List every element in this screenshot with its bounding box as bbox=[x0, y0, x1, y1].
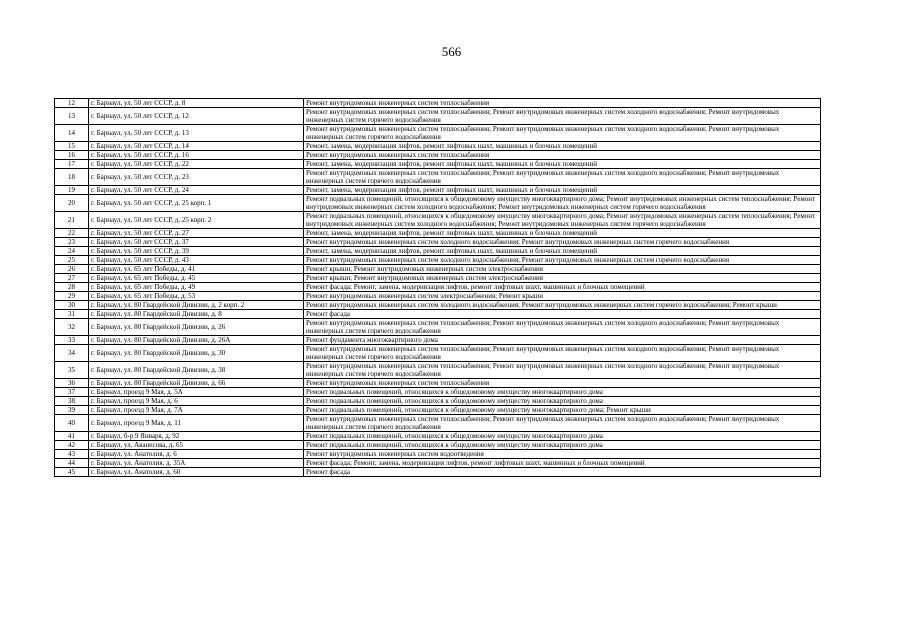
table-row bbox=[55, 99, 821, 108]
address-cell: г. Барнаул, ул. 50 лет СССР, д. 25 корп. 2 bbox=[89, 212, 304, 229]
address-cell: г. Барнаул, проезд 9 Мая, д. 5А bbox=[89, 388, 304, 397]
works-cell: Ремонт подвальных помещений, относящихся к общедомовому имуществу многоквартирного дома bbox=[304, 432, 821, 441]
table-row bbox=[55, 151, 821, 160]
table-row bbox=[55, 212, 821, 229]
address-cell: г. Барнаул, проезд 9 Мая, д. 7А bbox=[89, 406, 304, 415]
address-cell: г. Барнаул, ул. 65 лет Победы, д. 41 bbox=[89, 265, 304, 274]
address-cell: г. Барнаул, ул. 50 лет СССР, д. 8 bbox=[89, 99, 304, 108]
row-number-cell: 32 bbox=[55, 319, 89, 336]
address-cell: г. Барнаул, ул. 50 лет СССР, д. 22 bbox=[89, 160, 304, 169]
row-number-cell: 35 bbox=[55, 362, 89, 379]
row-number-cell: 30 bbox=[55, 301, 89, 310]
works-cell: Ремонт, замена, модернизация лифтов, ремонт лифтовых шахт, машинных и блочных помещений bbox=[304, 229, 821, 238]
address-cell: г. Барнаул, ул. Анатолия, д. 6 bbox=[89, 450, 304, 459]
address-cell: г. Барнаул, ул. 80 Гвардейской Дивизии, д. 26А bbox=[89, 336, 304, 345]
row-number-cell: 41 bbox=[55, 432, 89, 441]
row-number-cell: 43 bbox=[55, 450, 89, 459]
address-cell: г. Барнаул, ул. 50 лет СССР, д. 25 корп. 1 bbox=[89, 195, 304, 212]
table-row bbox=[55, 238, 821, 247]
row-number-cell: 26 bbox=[55, 265, 89, 274]
row-number-cell: 13 bbox=[55, 108, 89, 125]
address-cell: г. Барнаул, ул. 65 лет Победы, д. 45 bbox=[89, 274, 304, 283]
works-cell: Ремонт внутридомовых инженерных систем электроснабжения; Ремонт крыши bbox=[304, 292, 821, 301]
works-cell: Ремонт крыши; Ремонт внутридомовых инженерных систем электроснабжения bbox=[304, 274, 821, 283]
address-cell: г. Барнаул, ул. 50 лет СССР, д. 13 bbox=[89, 125, 304, 142]
works-cell: Ремонт внутридомовых инженерных систем теплоснабжения bbox=[304, 379, 821, 388]
works-cell: Ремонт внутридомовых инженерных систем холодного водоснабжения; Ремонт внутридомовых инженерных систем горячего водоснабжения; Ремонт крыши bbox=[304, 301, 821, 310]
row-number-cell: 19 bbox=[55, 186, 89, 195]
row-number-cell: 33 bbox=[55, 336, 89, 345]
table-row bbox=[55, 283, 821, 292]
table-row bbox=[55, 415, 821, 432]
works-cell: Ремонт фасада bbox=[304, 468, 821, 477]
works-cell: Ремонт внутридомовых инженерных систем теплоснабжения bbox=[304, 151, 821, 160]
works-cell: Ремонт подвальных помещений, относящихся к общедомовому имуществу многоквартирного дома; Ремонт крыши bbox=[304, 406, 821, 415]
row-number-cell: 42 bbox=[55, 441, 89, 450]
row-number-cell: 44 bbox=[55, 459, 89, 468]
table-row bbox=[55, 125, 821, 142]
address-cell: г. Барнаул, ул. 50 лет СССР, д. 12 bbox=[89, 108, 304, 125]
works-cell: Ремонт внутридомовых инженерных систем теплоснабжения; Ремонт внутридомовых инженерных систем холодного водоснабжения; Ремонт внутридомовых инженерных систем горячего водоснабжения bbox=[304, 125, 821, 142]
address-cell: г. Барнаул, ул. 80 Гвардейской Дивизии, д. 2 корп. 2 bbox=[89, 301, 304, 310]
address-cell: г. Барнаул, ул. 50 лет СССР, д. 16 bbox=[89, 151, 304, 160]
address-cell: г. Барнаул, ул. Анатолия, д. 60 bbox=[89, 468, 304, 477]
address-cell: г. Барнаул, ул. 80 Гвардейской Дивизии, д. 38 bbox=[89, 362, 304, 379]
address-cell: г. Барнаул, б-р 9 Января, д. 92 bbox=[89, 432, 304, 441]
address-cell: г. Барнаул, ул. 65 лет Победы, д. 53 bbox=[89, 292, 304, 301]
address-cell: г. Барнаул, ул. 80 Гвардейской Дивизии, д. 66 bbox=[89, 379, 304, 388]
works-cell: Ремонт внутридомовых инженерных систем теплоснабжения; Ремонт внутридомовых инженерных систем холодного водоснабжения; Ремонт внутридомовых инженерных систем горячего водоснабжения bbox=[304, 108, 821, 125]
row-number-cell: 38 bbox=[55, 397, 89, 406]
address-cell: г. Барнаул, проезд 9 Мая, д. 6 bbox=[89, 397, 304, 406]
table-row bbox=[55, 336, 821, 345]
address-cell: г. Барнаул, ул. 50 лет СССР, д. 23 bbox=[89, 169, 304, 186]
repair-register-table bbox=[54, 98, 821, 477]
row-number-cell: 15 bbox=[55, 142, 89, 151]
address-cell: г. Барнаул, ул. 50 лет СССР, д. 43 bbox=[89, 256, 304, 265]
address-cell: г. Барнаул, ул. 50 лет СССР, д. 27 bbox=[89, 229, 304, 238]
table-body bbox=[55, 99, 821, 477]
works-cell: Ремонт, замена, модернизация лифтов, ремонт лифтовых шахт, машинных и блочных помещений bbox=[304, 186, 821, 195]
row-number-cell: 18 bbox=[55, 169, 89, 186]
row-number-cell: 17 bbox=[55, 160, 89, 169]
works-cell: Ремонт внутридомовых инженерных систем теплоснабжения bbox=[304, 99, 821, 108]
table-row bbox=[55, 450, 821, 459]
works-cell: Ремонт, замена, модернизация лифтов, ремонт лифтовых шахт, машинных и блочных помещений bbox=[304, 160, 821, 169]
table-row bbox=[55, 441, 821, 450]
works-cell: Ремонт крыши; Ремонт внутридомовых инженерных систем электроснабжения bbox=[304, 265, 821, 274]
row-number-cell: 23 bbox=[55, 238, 89, 247]
address-cell: г. Барнаул, ул. 80 Гвардейской Дивизии, д. 8 bbox=[89, 310, 304, 319]
row-number-cell: 24 bbox=[55, 247, 89, 256]
works-cell: Ремонт, замена, модернизация лифтов, ремонт лифтовых шахт, машинных и блочных помещений bbox=[304, 142, 821, 151]
row-number-cell: 45 bbox=[55, 468, 89, 477]
row-number-cell: 16 bbox=[55, 151, 89, 160]
works-cell: Ремонт подвальных помещений, относящихся к общедомовому имуществу многоквартирного дома bbox=[304, 388, 821, 397]
works-cell: Ремонт внутридомовых инженерных систем теплоснабжения; Ремонт внутридомовых инженерных систем холодного водоснабжения; Ремонт внутридомовых инженерных систем горячего водоснабжения bbox=[304, 169, 821, 186]
table-row bbox=[55, 186, 821, 195]
works-cell: Ремонт подвальных помещений, относящихся к общедомовому имуществу многоквартирного дома; Ремонт внутридомовых инженерных систем теплоснабжения; Ремонт внутридомовых инженерных систем холодного водоснабжения; Ремонт внутридомовых инженерных систем горячего водоснабжения bbox=[304, 195, 821, 212]
table-row bbox=[55, 468, 821, 477]
works-cell: Ремонт фасада bbox=[304, 310, 821, 319]
table-row bbox=[55, 379, 821, 388]
address-cell: г. Барнаул, ул. 50 лет СССР, д. 39 bbox=[89, 247, 304, 256]
row-number-cell: 34 bbox=[55, 345, 89, 362]
works-cell: Ремонт фундамента многоквартирного дома bbox=[304, 336, 821, 345]
table-row bbox=[55, 459, 821, 468]
address-cell: г. Барнаул, ул. 80 Гвардейской Дивизии, д. 30 bbox=[89, 345, 304, 362]
table-row bbox=[55, 274, 821, 283]
row-number-cell: 14 bbox=[55, 125, 89, 142]
works-cell: Ремонт внутридомовых инженерных систем теплоснабжения; Ремонт внутридомовых инженерных систем холодного водоснабжения; Ремонт внутридомовых инженерных систем горячего водоснабжения bbox=[304, 415, 821, 432]
works-cell: Ремонт внутридомовых инженерных систем холодного водоснабжения; Ремонт внутридомовых инженерных систем горячего водоснабжения bbox=[304, 238, 821, 247]
table-row bbox=[55, 310, 821, 319]
works-cell: Ремонт, замена, модернизация лифтов, ремонт лифтовых шахт, машинных и блочных помещений bbox=[304, 247, 821, 256]
table-row bbox=[55, 160, 821, 169]
address-cell: г. Барнаул, ул. Анатолия, д. 35А bbox=[89, 459, 304, 468]
table-row bbox=[55, 292, 821, 301]
row-number-cell: 37 bbox=[55, 388, 89, 397]
table-row bbox=[55, 432, 821, 441]
works-cell: Ремонт внутридомовых инженерных систем теплоснабжения; Ремонт внутридомовых инженерных систем холодного водоснабжения; Ремонт внутридомовых инженерных систем горячего водоснабжения bbox=[304, 319, 821, 336]
address-cell: г. Барнаул, ул. 80 Гвардейской Дивизии, д. 26 bbox=[89, 319, 304, 336]
address-cell: г. Барнаул, ул. 50 лет СССР, д. 37 bbox=[89, 238, 304, 247]
table-row bbox=[55, 362, 821, 379]
works-cell: Ремонт внутридомовых инженерных систем теплоснабжения; Ремонт внутридомовых инженерных систем холодного водоснабжения; Ремонт внутридомовых инженерных систем горячего водоснабжения bbox=[304, 345, 821, 362]
address-cell: г. Барнаул, ул. 50 лет СССР, д. 14 bbox=[89, 142, 304, 151]
works-cell: Ремонт подвальных помещений, относящихся к общедомовому имуществу многоквартирного дома; Ремонт внутридомовых инженерных систем теплоснабжения; Ремонт внутридомовых инженерных систем холодного водоснабжения; Ремонт внутридомовых инженерных систем горячего водоснабжения bbox=[304, 212, 821, 229]
table-row bbox=[55, 397, 821, 406]
row-number-cell: 20 bbox=[55, 195, 89, 212]
works-cell: Ремонт внутридомовых инженерных систем водоотведения bbox=[304, 450, 821, 459]
works-cell: Ремонт внутридомовых инженерных систем холодного водоснабжения; Ремонт внутридомовых инженерных систем горячего водоснабжения bbox=[304, 256, 821, 265]
table-row bbox=[55, 345, 821, 362]
row-number-cell: 12 bbox=[55, 99, 89, 108]
address-cell: г. Барнаул, проезд 9 Мая, д. 11 bbox=[89, 415, 304, 432]
table-row bbox=[55, 388, 821, 397]
row-number-cell: 28 bbox=[55, 283, 89, 292]
table-row bbox=[55, 229, 821, 238]
row-number-cell: 25 bbox=[55, 256, 89, 265]
row-number-cell: 31 bbox=[55, 310, 89, 319]
table-row bbox=[55, 406, 821, 415]
row-number-cell: 22 bbox=[55, 229, 89, 238]
row-number-cell: 27 bbox=[55, 274, 89, 283]
works-cell: Ремонт внутридомовых инженерных систем теплоснабжения; Ремонт внутридомовых инженерных систем холодного водоснабжения; Ремонт внутридомовых инженерных систем горячего водоснабжения bbox=[304, 362, 821, 379]
table-row bbox=[55, 265, 821, 274]
table-row bbox=[55, 142, 821, 151]
table-row bbox=[55, 195, 821, 212]
row-number-cell: 40 bbox=[55, 415, 89, 432]
table-row bbox=[55, 247, 821, 256]
table-row bbox=[55, 108, 821, 125]
page-number: 566 bbox=[441, 44, 462, 59]
row-number-cell: 39 bbox=[55, 406, 89, 415]
table-row bbox=[55, 169, 821, 186]
address-cell: г. Барнаул, ул. 50 лет СССР, д. 24 bbox=[89, 186, 304, 195]
row-number-cell: 36 bbox=[55, 379, 89, 388]
address-cell: г. Барнаул, ул. 65 лет Победы, д. 49 bbox=[89, 283, 304, 292]
works-cell: Ремонт фасада; Ремонт, замена, модернизация лифтов, ремонт лифтовых шахт, машинных и блочных помещений bbox=[304, 459, 821, 468]
address-cell: г. Барнаул, ул. Аванесова, д. 65 bbox=[89, 441, 304, 450]
row-number-cell: 21 bbox=[55, 212, 89, 229]
works-cell: Ремонт подвальных помещений, относящихся к общедомовому имуществу многоквартирного дома bbox=[304, 441, 821, 450]
table-row bbox=[55, 256, 821, 265]
table-row bbox=[55, 319, 821, 336]
row-number-cell: 29 bbox=[55, 292, 89, 301]
table-row bbox=[55, 301, 821, 310]
works-cell: Ремонт подвальных помещений, относящихся к общедомовому имуществу многоквартирного дома bbox=[304, 397, 821, 406]
works-cell: Ремонт фасада; Ремонт, замена, модернизация лифтов, ремонт лифтовых шахт, машинных и блочных помещений bbox=[304, 283, 821, 292]
